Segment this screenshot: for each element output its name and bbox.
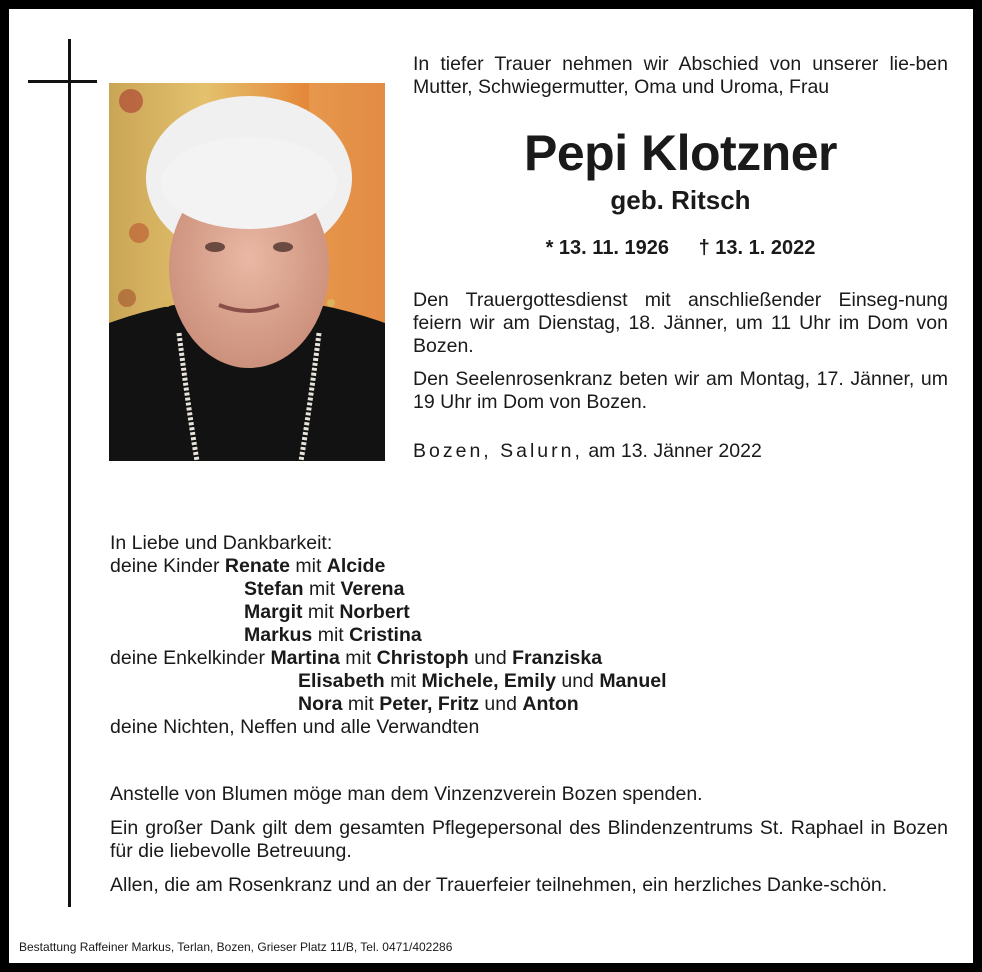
place-date <box>413 440 948 463</box>
date-line: am 13. Jänner 2022 <box>582 440 762 462</box>
thanks-note: Ein großer Dank gilt dem gesamten Pflegepersonal des Blindenzentrums St. Raphael in Bozen für die liebevolle Betreuung. <box>110 817 948 862</box>
service-info: Den Trauergottesdienst mit anschließender Einseg-nung feiern wir am Dienstag, 18. Jänner, um 11 Uhr im Dom von Bozen. <box>413 289 948 357</box>
deceased-name: Pepi Klotzner <box>524 125 837 181</box>
cross-icon-horizontal <box>28 80 97 83</box>
family-heading: In Liebe und Dankbarkeit: <box>110 532 333 554</box>
list-item: deine Enkelkinder Martina mit Christoph und Franziska <box>110 647 603 669</box>
death-date: † 13. 1. 2022 <box>698 237 816 259</box>
birth-date: * 13. 11. 1926 <box>545 237 670 259</box>
list-item: Elisabeth mit Michele, Emily und Manuel <box>298 670 667 692</box>
rosary-info: Den Seelenrosenkranz beten wir am Montag, 17. Jänner, um 19 Uhr im Dom von Bozen. <box>413 368 948 413</box>
birth-name: geb. Ritsch <box>610 185 751 215</box>
place-names: Bozen, Salurn, <box>413 440 583 462</box>
intro-text: In tiefer Trauer nehmen wir Abschied von unserer lie-ben Mutter, Schwiegermutter, Oma und Uroma, Frau <box>413 53 948 98</box>
flowers-note: Anstelle von Blumen möge man dem Vinzenzverein Bozen spenden. <box>110 783 703 805</box>
life-dates <box>413 236 948 260</box>
family-list <box>110 532 667 739</box>
portrait-photo <box>109 83 385 461</box>
list-item: Markus mit Cristina <box>244 624 422 646</box>
list-item: deine Kinder Renate mit Alcide <box>110 555 386 577</box>
obituary-page <box>9 9 973 963</box>
list-item: Margit mit Norbert <box>244 601 410 623</box>
thanks-all-note: Allen, die am Rosenkranz und an der Trauerfeier teilnehmen, ein herzliches Danke-schön. <box>110 874 888 896</box>
list-item: Stefan mit Verena <box>244 578 405 600</box>
list-item: deine Nichten, Neffen und alle Verwandten <box>110 716 480 738</box>
funeral-home-footer: Bestattung Raffeiner Markus, Terlan, Bozen, Grieser Platz 11/B, Tel. 0471/402286 <box>19 940 453 954</box>
cross-icon-vertical <box>68 39 71 907</box>
list-item: Nora mit Peter, Fritz und Anton <box>298 693 579 715</box>
